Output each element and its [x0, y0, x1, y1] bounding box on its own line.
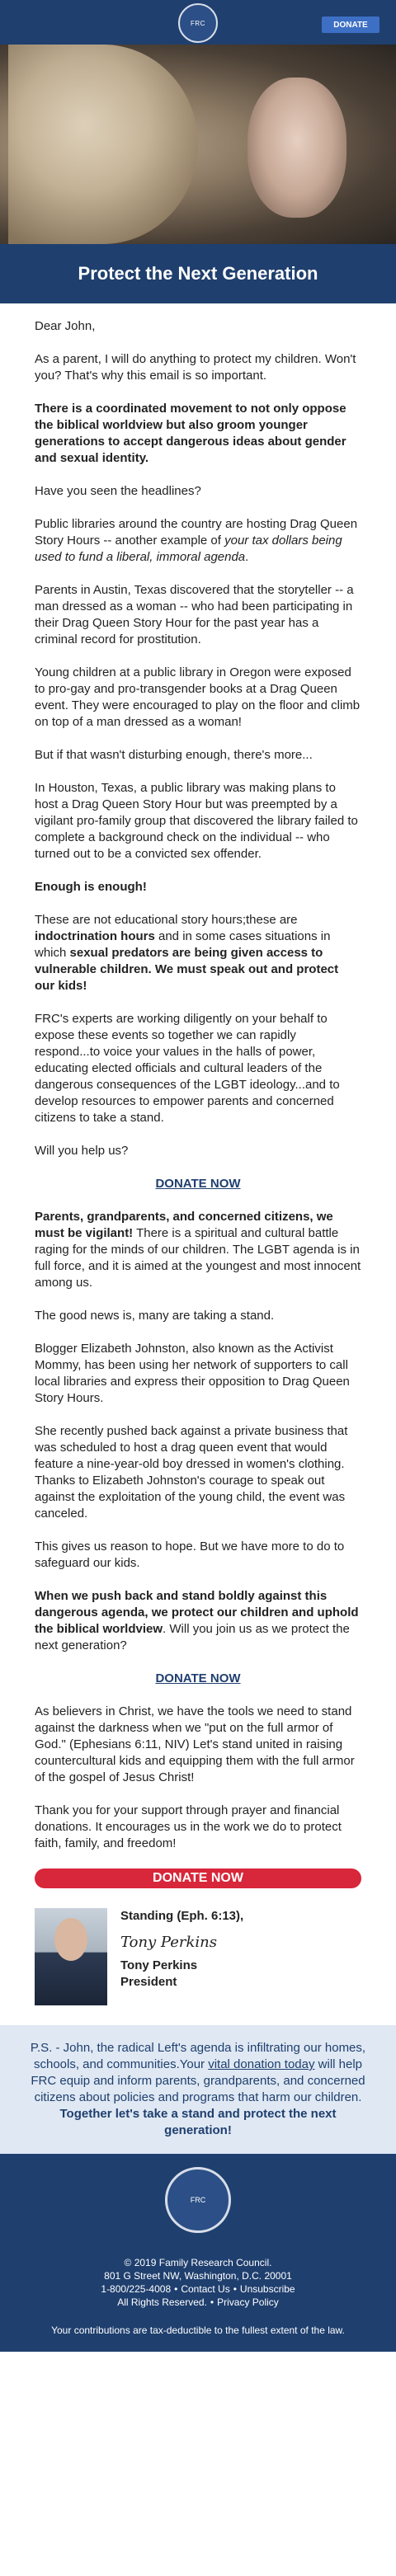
hero-face	[248, 78, 346, 218]
signature-closing: Standing (Eph. 6:13),	[120, 1909, 244, 1923]
paragraph-17: This gives us reason to hope. But we have more to do to safeguard our kids.	[35, 1539, 345, 1570]
paragraph-3: Have you seen the headlines?	[35, 484, 201, 498]
page-title: Protect the Next Generation	[0, 244, 396, 303]
paragraph-13-text: There is a spiritual and cultural battle raging for the minds of our children. The LGBT agenda is in full force, and it is aimed at the youngest and most innocent among us.	[35, 1226, 361, 1290]
hero-image	[0, 45, 396, 244]
signature-text	[107, 1908, 243, 2005]
footer-address: 801 G Street NW, Washington, D.C. 20001	[104, 2270, 292, 2282]
paragraph-10-bold-b: sexual predators are being given access to vulnerable children. We must speak out and protect our kids!	[35, 946, 339, 993]
paragraph-1: As a parent, I will do anything to protect my children. Won't you? That's why this email is so important.	[35, 352, 356, 383]
paragraph-9	[35, 879, 361, 895]
ps-donation-link[interactable]: vital donation today	[208, 2057, 315, 2071]
donate-now-link-1[interactable]: DONATE NOW	[155, 1177, 241, 1191]
paragraph-2	[35, 401, 361, 467]
paragraph-9-bold: Enough is enough!	[35, 880, 147, 894]
footer-links-row	[16, 2282, 380, 2296]
paragraph-12: Will you help us?	[35, 1144, 129, 1158]
paragraph-11: FRC's experts are working diligently on your behalf to expose these events so together we can rapidly respond...to voice your values in the halls of power, educating elected officials and cultural leaders of the dangerous consequences of the LGBT ideology...and to develop resources to empower parents and concerned citizens to take a stand.	[35, 1012, 340, 1125]
paragraph-15: Blogger Elizabeth Johnston, also known as the Activist Mommy, has been using her network of supporters to call local libraries and express their opposition to Drag Queen Story Hours.	[35, 1342, 350, 1405]
paragraph-19: As believers in Christ, we have the tools we need to stand against the darkness when we "put on the full armor of God." (Ephesians 6:11, NIV) Let's stand united in raising countercultural kids and equipping them with the full armor of the gospel of Jesus Christ!	[35, 1704, 355, 1784]
email-header	[0, 0, 396, 45]
photo-head	[54, 1918, 87, 1961]
signature-name: Tony Perkins	[120, 1958, 198, 1972]
frc-footer-logo[interactable]	[165, 2167, 231, 2233]
paragraph-6: Young children at a public library in Oregon were exposed to pro-gay and pro-transgender books at a Drag Queen event. They were encouraged to play on the floor and climb on top of a man dressed as a woman!	[35, 665, 361, 729]
tony-perkins-photo	[35, 1908, 107, 2005]
paragraph-14: The good news is, many are taking a stand.	[35, 1309, 275, 1323]
signature-scrawl: Tony Perkins	[120, 1934, 217, 1951]
paragraph-5: Parents in Austin, Texas discovered that the storyteller -- a man dressed as a woman -- who had been participating in their Drag Queen Story Hour for the past year has a criminal record for prostitution.	[35, 583, 354, 646]
footer	[0, 2154, 396, 2352]
footer-separator-2: •	[233, 2283, 237, 2295]
footer-copyright: © 2019 Family Research Council.	[124, 2257, 272, 2268]
ps-text-a: P.S. - John, the radical Left's agenda is infiltrating our homes, schools, and communities.Your	[30, 2041, 366, 2071]
footer-separator-3: •	[210, 2296, 214, 2308]
paragraph-4	[35, 516, 361, 566]
donate-header-button[interactable]: DONATE	[322, 16, 380, 33]
unsubscribe-link[interactable]: Unsubscribe	[239, 2283, 295, 2295]
paragraph-18-bold: When we push back and stand boldly against this dangerous agenda, we protect our children and uphold the biblical worldview	[35, 1589, 359, 1636]
frc-logo[interactable]	[178, 3, 218, 43]
footer-phone: 1-800/225-4008	[101, 2283, 172, 2295]
paragraph-10-text-a: These are not educational story hours;these are	[35, 913, 298, 927]
paragraph-18	[35, 1588, 361, 1654]
footer-rights-row	[16, 2296, 380, 2309]
ps-bold: Together let's take a stand and protect the next generation!	[59, 2107, 337, 2137]
donate-link-row-1	[35, 1176, 361, 1192]
paragraph-8: In Houston, Texas, a public library was making plans to host a Drag Queen Story Hour but was preempted by a vigilant pro-family group that discovered the library failed to complete a background check on the individual -- who turned out to be a convicted sex offender.	[35, 781, 358, 861]
signature-title: President	[120, 1975, 177, 1989]
footer-rights: All Rights Reserved.	[117, 2296, 207, 2308]
greeting: Dear John,	[35, 319, 96, 333]
footer-tax-note: Your contributions are tax-deductible to the fullest extent of the law.	[51, 2325, 345, 2336]
paragraph-4-italic: your tax dollars being used to fund a liberal, immoral agenda	[35, 534, 342, 564]
signature-block	[35, 1908, 361, 2005]
paragraph-7: But if that wasn't disturbing enough, there's more...	[35, 748, 313, 762]
paragraph-4-text: Public libraries around the country are hosting Drag Queen Story Hours -- another example of	[35, 517, 358, 548]
paragraph-2-bold: There is a coordinated movement to not only oppose the biblical worldview but also groom younger generations to accept dangerous ideas about gender and sexual identity.	[35, 402, 346, 465]
footer-logo-text: FRC	[190, 2196, 206, 2204]
donate-now-link-2[interactable]: DONATE NOW	[155, 1671, 241, 1685]
hero-hair	[8, 45, 198, 244]
privacy-policy-link[interactable]: Privacy Policy	[217, 2296, 279, 2308]
paragraph-13-bold: Parents, grandparents, and concerned citizens, we must be vigilant!	[35, 1210, 333, 1240]
ps-text-b: will help FRC equip and inform parents, grandparents, and concerned citizens about policies and programs that harm our children.	[31, 2057, 365, 2104]
paragraph-10-text-b: and in some cases situations in which	[35, 929, 331, 960]
ps-box	[0, 2025, 396, 2154]
email-body	[0, 303, 396, 2005]
contact-us-link[interactable]: Contact Us	[181, 2283, 230, 2295]
footer-separator-1: •	[174, 2283, 178, 2295]
paragraph-10-bold-a: indoctrination hours	[35, 929, 155, 943]
paragraph-20: Thank you for your support through prayer and financial donations. It encourages us in the work we do to protect faith, family, and freedom!	[35, 1803, 342, 1850]
paragraph-4-end: .	[245, 550, 249, 564]
paragraph-10	[35, 912, 361, 994]
paragraph-18-text: . Will you join us as we protect the next generation?	[35, 1622, 350, 1652]
paragraph-16: She recently pushed back against a private business that was scheduled to host a drag queen event that would feature a nine-year-old boy dressed in women's clothing. Thanks to Elizabeth Johnston's courage to speak out against the exploitation of the young child, the event was canceled.	[35, 1424, 348, 1521]
donate-link-row-2	[35, 1671, 361, 1687]
donate-now-button[interactable]: DONATE NOW	[35, 1869, 361, 1888]
paragraph-13	[35, 1209, 361, 1291]
logo-text: FRC	[191, 19, 205, 27]
